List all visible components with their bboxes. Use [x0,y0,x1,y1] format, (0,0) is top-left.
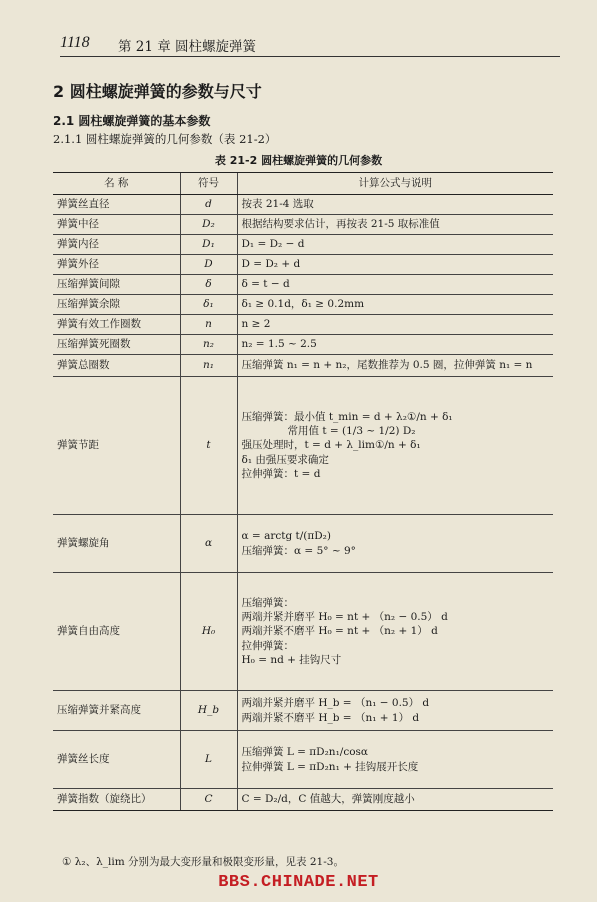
param-formula [237,731,553,789]
param-symbol: D₁ [180,235,237,255]
formula-line: 两端并紧不磨平 H₀ = nt + （n₂ + 1） d [241,625,438,638]
table-row [53,573,553,691]
formula-line: D₁ = D₂ − d [241,238,305,251]
formula-line: 压缩弹簧：最小值 t_min = d + λ₂①/n + δ₁ [241,411,453,424]
param-name: 压缩弹簧并紧高度 [53,691,180,731]
param-formula [237,275,553,295]
param-name: 弹簧中径 [53,215,180,235]
col-header-symbol: 符号 [180,173,237,195]
formula-line: n ≥ 2 [241,318,271,331]
table-row [53,235,553,255]
param-formula [237,691,553,731]
param-formula [237,295,553,315]
table-row [53,731,553,789]
param-symbol: δ₁ [180,295,237,315]
param-name: 弹簧内径 [53,235,180,255]
param-symbol: δ [180,275,237,295]
param-formula [237,315,553,335]
param-formula [237,335,553,355]
param-formula [237,573,553,691]
page-number: 1118 [60,34,90,51]
table-row [53,195,553,215]
table-row [53,789,553,811]
formula-line: n₂ = 1.5 ~ 2.5 [241,338,317,351]
table-row [53,215,553,235]
formula-line: 拉伸弹簧 L = πD₂n₁ + 挂钩展开长度 [241,760,419,773]
param-name: 压缩弹簧间隙 [53,275,180,295]
formula-line: 压缩弹簧： [241,597,294,610]
formula-line: 压缩弹簧 n₁ = n + n₂，尾数推荐为 0.5 圈，拉伸弹簧 n₁ = n [241,359,533,372]
param-symbol: D [180,255,237,275]
col-header-formula: 计算公式与说明 [237,173,553,195]
param-name: 弹簧螺旋角 [53,515,180,573]
param-symbol: H₀ [180,573,237,691]
formula-line: 拉伸弹簧：t = d [241,467,321,480]
table-caption: 表 21-2 圆柱螺旋弹簧的几何参数 [214,154,383,167]
param-symbol: D₂ [180,215,237,235]
subsubsection-heading: 2.1.1 圆柱螺旋弹簧的几何参数（表 21-2） [53,132,277,146]
param-symbol: n₁ [180,355,237,377]
table-row [53,377,553,515]
formula-line: α = arctg t/(πD₂) [241,530,331,543]
param-formula [237,355,553,377]
param-name: 弹簧外径 [53,255,180,275]
table-row [53,255,553,275]
param-name: 弹簧有效工作圈数 [53,315,180,335]
col-header-name: 名 称 [53,173,180,195]
param-symbol: L [180,731,237,789]
param-name: 弹簧自由高度 [53,573,180,691]
formula-line: 压缩弹簧 L = πD₂n₁/cosα [241,746,369,759]
table-row [53,275,553,295]
param-formula [237,789,553,811]
formula-line: 两端并紧不磨平 H_b = （n₁ + 1） d [241,711,420,724]
watermark: BBS.CHINADE.NET [218,873,379,892]
param-name: 弹簧总圈数 [53,355,180,377]
formula-line: C = D₂/d，C 值越大，弹簧刚度越小 [241,793,415,806]
table-row [53,335,553,355]
running-header [60,34,560,56]
param-symbol: H_b [180,691,237,731]
chapter-title: 第 21 章 圆柱螺旋弹簧 [118,39,257,55]
formula-line: 常用值 t = (1/3 ~ 1/2) D₂ [287,425,416,438]
table-row [53,355,553,377]
formula-line: H₀ = nd + 挂钩尺寸 [241,653,342,666]
formula-line: δ₁ ≥ 0.1d，δ₁ ≥ 0.2mm [241,298,365,311]
param-name: 弹簧节距 [53,377,180,515]
param-name: 弹簧指数（旋绕比） [53,789,180,811]
param-formula [237,377,553,515]
param-name: 压缩弹簧死圈数 [53,335,180,355]
param-symbol: C [180,789,237,811]
param-symbol: α [180,515,237,573]
formula-line: 两端并紧并磨平 H_b = （n₁ − 0.5） d [241,697,430,710]
param-formula [237,215,553,235]
formula-line: D = D₂ + d [241,258,301,271]
param-formula [237,235,553,255]
param-symbol: n [180,315,237,335]
formula-line: 两端并紧并磨平 H₀ = nt + （n₂ − 0.5） d [241,611,448,624]
formula-line: 按表 21-4 选取 [241,198,314,211]
subsection-heading: 2.1 圆柱螺旋弹簧的基本参数 [53,114,211,128]
formula-line: 根据结构要求估计，再按表 21-5 取标准值 [241,218,440,231]
param-formula [237,255,553,275]
table-row [53,315,553,335]
formula-line: δ₁ 由强压要求确定 [241,453,329,466]
formula-line: 强压处理时，t = d + λ_lim①/n + δ₁ [241,439,421,452]
param-name: 弹簧丝直径 [53,195,180,215]
param-symbol: n₂ [180,335,237,355]
header-rule [60,56,560,57]
section-heading: 2 圆柱螺旋弹簧的参数与尺寸 [53,82,262,101]
param-symbol: d [180,195,237,215]
table-footnote: ① λ₂、λ_lim 分别为最大变形量和极限变形量，见表 21-3。 [62,856,344,868]
param-name: 弹簧丝长度 [53,731,180,789]
table-row [53,691,553,731]
formula-line: δ = t − d [241,278,290,291]
param-symbol: t [180,377,237,515]
table-row [53,515,553,573]
param-formula [237,195,553,215]
param-name: 压缩弹簧余隙 [53,295,180,315]
formula-line: 压缩弹簧：α = 5° ~ 9° [241,544,356,557]
formula-line: 拉伸弹簧： [241,639,294,652]
param-formula [237,515,553,573]
spring-parameters-table [53,172,553,811]
table-header-row [53,173,553,195]
table-row [53,295,553,315]
